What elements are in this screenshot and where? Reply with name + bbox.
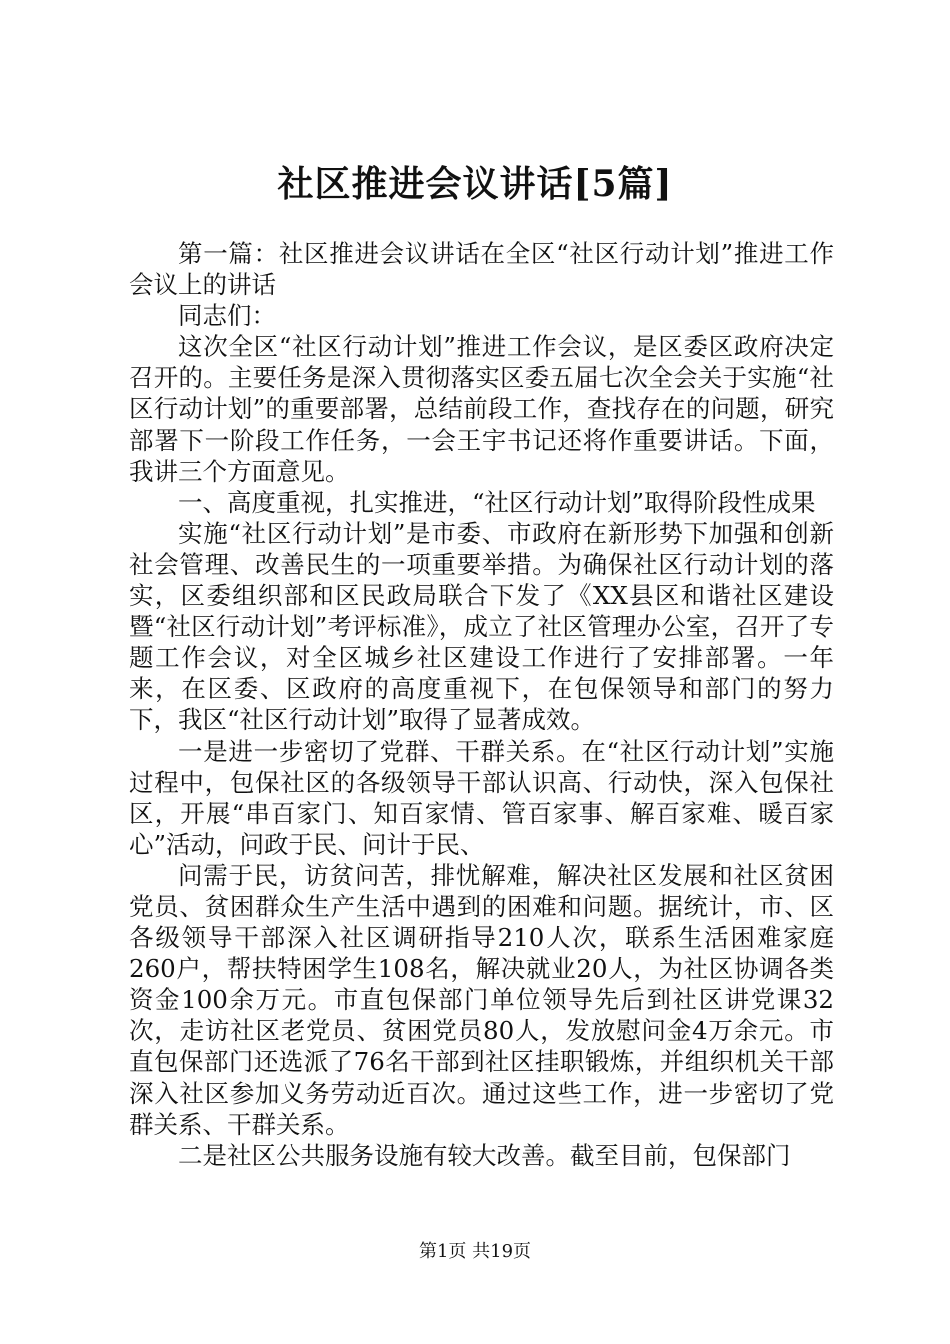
body-paragraph: 一是进一步密切了党群、干群关系。在“社区行动计划”实施过程中，包保社区的各级领导干部认识高、行动快，深入包保社区，开展“串百家门、知百家情、管百家事、解百家难、暖百家心”活动，问政于民、问计于民、	[129, 736, 834, 859]
body-paragraph: 实施“社区行动计划”是市委、市政府在新形势下加强和创新社会管理、改善民生的一项重要举措。为确保社区行动计划的落实，区委组织部和区民政局联合下发了《XX县区和谐社区建设暨“社区行动计划”考评标准》，成立了社区管理办公室，召开了专题工作会议，对全区城乡社区建设工作进行了安排部署。一年来，在区委、区政府的高度重视下，在包保领导和部门的努力下，我区“社区行动计划”取得了显著成效。	[129, 518, 834, 735]
page-footer: 第1页 共19页	[418, 1241, 532, 1262]
section-heading: 一、高度重视，扎实推进，“社区行动计划”取得阶段性成果	[178, 487, 816, 517]
heading-paragraph: 第一篇：社区推进会议讲话在全区“社区行动计划”推进工作会议上的讲话	[129, 239, 834, 300]
body-paragraph: 二是社区公共服务设施有较大改善。截至目前，包保部门	[178, 1140, 791, 1170]
document-body	[129, 238, 834, 1171]
salutation: 同志们：	[178, 301, 276, 331]
body-paragraph: 这次全区“社区行动计划”推进工作会议，是区委区政府决定召开的。主要任务是深入贯彻落实区委五届七次全会关于实施“社区行动计划”的重要部署，总结前段工作，查找存在的问题，研究部署下一阶段工作任务，一会王宇书记还将作重要讲话。下面，我讲三个方面意见。	[129, 332, 834, 486]
body-paragraph: 问需于民，访贫问苦，排忧解难，解决社区发展和社区贫困党员、贫困群众生产生活中遇到的困难和问题。据统计，市、区各级领导干部深入社区调研指导210人次，联系生活困难家庭260户，帮扶特困学生108名，解决就业20人，为社区协调各类资金100余万元。市直包保部门单位领导先后到社区讲党课32次，走访社区老党员、贫困党员80人，发放慰问金4万余元。市直包保部门还选派了76名干部到社区挂职锻炼，并组织机关干部深入社区参加义务劳动近百次。通过这些工作，进一步密切了党群关系、干群关系。	[129, 860, 834, 1139]
document-title: 社区推进会议讲话[5篇]	[277, 163, 673, 205]
